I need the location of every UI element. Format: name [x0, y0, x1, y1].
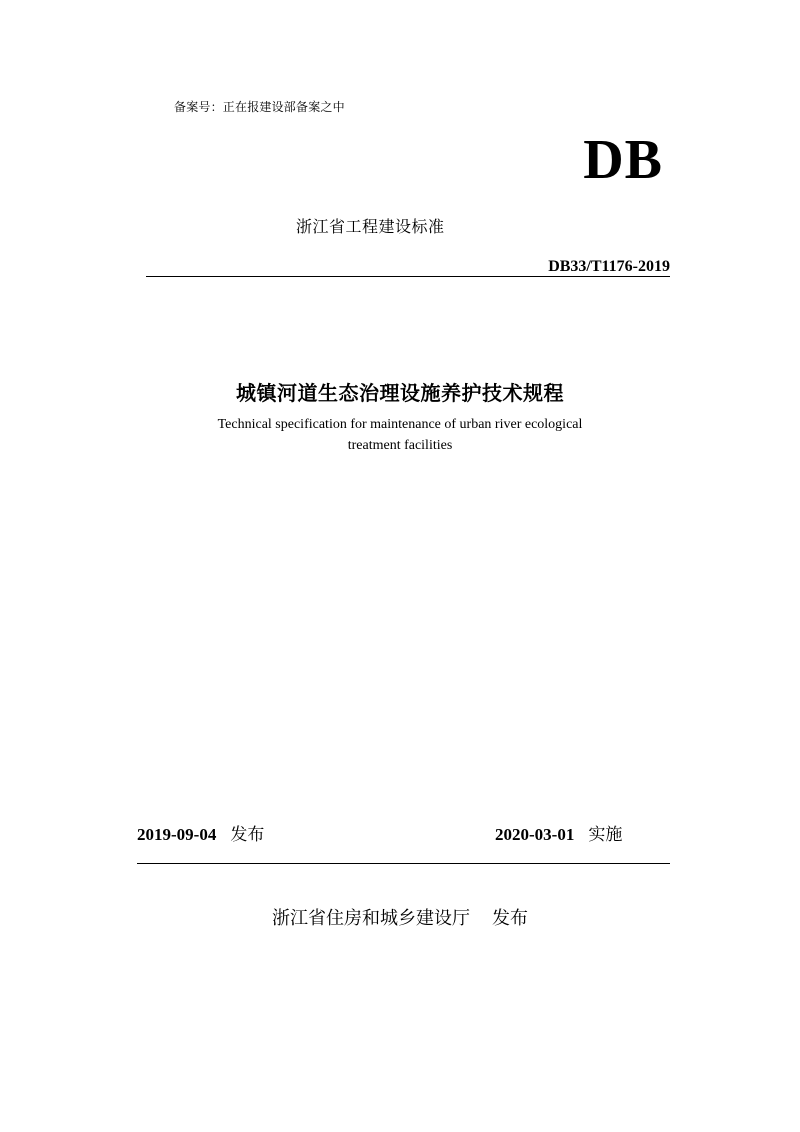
document-title-chinese: 城镇河道生态治理设施养护技术规程 — [236, 381, 564, 405]
title-english-line-2: treatment facilities — [347, 438, 453, 453]
implementation-date: 2020-03-01 — [495, 825, 575, 844]
issuer-action: 发布 — [492, 908, 528, 929]
release-block — [137, 820, 264, 845]
release-label: 发布 — [230, 825, 265, 845]
release-date: 2019-09-04 — [137, 825, 217, 844]
dates-row — [137, 820, 670, 844]
footer-divider — [137, 863, 670, 864]
issuer-name: 浙江省住房和城乡建设厅 — [272, 908, 470, 929]
header-divider — [146, 276, 670, 277]
db-standard-mark: DB — [583, 129, 663, 191]
implementation-label: 实施 — [588, 825, 623, 845]
standard-category: 浙江省工程建设标准 — [296, 217, 445, 236]
standard-number: DB33/T1176-2019 — [548, 258, 670, 275]
document-title-english — [0, 414, 800, 456]
filing-number: 备案号：正在报建设部备案之中 — [174, 100, 345, 114]
implementation-block — [495, 820, 622, 845]
issuing-authority — [0, 904, 800, 930]
title-english-line-1: Technical specification for maintenance of urban river ecological — [217, 417, 583, 432]
